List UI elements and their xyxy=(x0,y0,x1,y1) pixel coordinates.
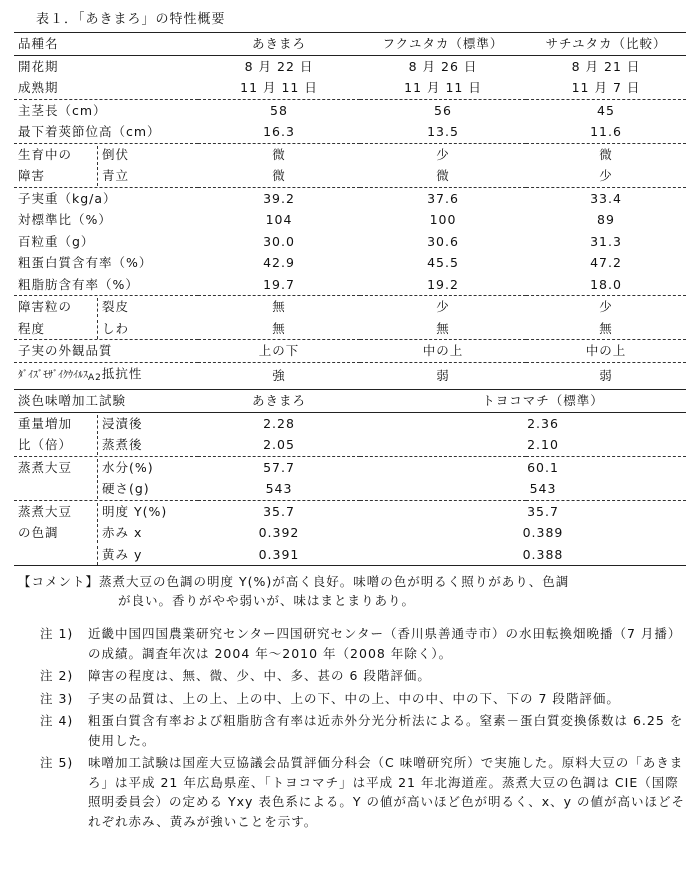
row-label: 成熟期 xyxy=(18,80,59,95)
row-label xyxy=(14,165,198,187)
sub-label: 裂皮 xyxy=(102,299,130,314)
cell-value: 0.389 xyxy=(522,525,564,540)
comment-line: 【コメント】蒸煮大豆の色調の明度 Y(%)が高く良好。味噌の色が明るく照りがあり、色調 xyxy=(18,574,570,589)
table-row xyxy=(14,362,686,390)
table-row xyxy=(14,143,686,165)
sub-label: 倒伏 xyxy=(102,146,130,162)
cell-value: 56 xyxy=(360,99,526,121)
cell-value: 2.28 xyxy=(198,412,360,434)
cell-value: 35.7 xyxy=(198,500,360,522)
note-label: 注 2) xyxy=(40,668,74,683)
table-row xyxy=(14,434,686,456)
row-label xyxy=(14,143,198,165)
table-row xyxy=(14,77,686,99)
cell-value: 少 xyxy=(360,296,526,318)
cell-value: 微 xyxy=(198,143,360,165)
table-row xyxy=(14,209,686,231)
cell-value: 中の上 xyxy=(360,340,526,363)
row-label xyxy=(14,544,198,566)
cell-value: 543 xyxy=(529,481,557,496)
row-label: 粗蛋白質含有率（%） xyxy=(18,255,153,270)
sub-label: 明度 Y(%) xyxy=(102,503,168,519)
group-label: 障害 xyxy=(18,168,46,183)
row-label: 百粒重（g） xyxy=(18,233,95,249)
virus-label-suffix: 抵抗性 xyxy=(101,365,143,381)
table-row xyxy=(14,121,686,143)
cell-value: 0.388 xyxy=(360,544,686,566)
row-label: 主茎長（cm） xyxy=(14,99,198,121)
divider xyxy=(97,503,98,522)
note-label: 注 3) xyxy=(40,690,74,706)
cell-value: 58 xyxy=(198,99,360,121)
group-label: 蒸煮大豆 xyxy=(18,503,73,519)
row-label: 開花期 xyxy=(14,55,198,77)
table-row xyxy=(14,274,686,296)
cell-value: 2.10 xyxy=(527,437,559,452)
cell-value: 2.05 xyxy=(263,437,295,452)
note-item xyxy=(40,666,690,686)
miso-header-akimaro: あきまろ xyxy=(198,390,360,413)
cell-value: 無 xyxy=(272,320,286,336)
note-text: 近畿中国四国農業研究センター四国研究センター（香川県善通寺市）の水田転換畑晩播（7 月播）の成績。調査年次は 2004 年～2010 年（2008 年除く）。 xyxy=(88,626,682,661)
cell-value: 16.3 xyxy=(263,124,295,139)
row-label xyxy=(14,500,198,522)
cell-value: 30.6 xyxy=(427,233,459,249)
cell-value: 無 xyxy=(198,296,360,318)
cell-value: 8 月 22 日 xyxy=(198,55,360,77)
row-label xyxy=(14,296,198,318)
row-label: 対標準比（%） xyxy=(18,212,112,227)
divider xyxy=(97,546,98,565)
note-item xyxy=(40,753,690,831)
cell-value: 8 月 21 日 xyxy=(526,55,686,77)
table-row xyxy=(14,55,686,77)
table-row xyxy=(14,412,686,434)
notes-block xyxy=(40,624,690,834)
group-label: 程度 xyxy=(18,320,46,336)
row-label: 子実重（kg/a） xyxy=(14,187,198,209)
cell-value: 104 xyxy=(265,212,293,227)
divider xyxy=(97,320,98,339)
table-row xyxy=(14,340,686,363)
cell-value: 11 月 7 日 xyxy=(571,80,641,95)
header-sachiyutaka: サチユタカ（比較） xyxy=(526,33,686,56)
note-text: 障害の程度は、無、微、少、中、多、甚の 6 段階評価。 xyxy=(88,668,431,683)
sub-label: 浸漬後 xyxy=(102,415,143,431)
row-label xyxy=(14,318,198,340)
cell-value: 11 月 11 日 xyxy=(240,80,318,95)
sub-label: 青立 xyxy=(102,168,130,183)
row-label xyxy=(14,362,198,390)
group-label: 生育中の xyxy=(18,146,73,162)
note-label: 注 1) xyxy=(40,626,74,641)
cell-value: 543 xyxy=(265,481,293,496)
group-label: 重量増加 xyxy=(18,415,73,431)
cell-value: 弱 xyxy=(360,362,526,390)
cell-value: 0.392 xyxy=(258,525,300,540)
cell-value: 少 xyxy=(360,143,526,165)
virus-label: ﾀﾞｲｽﾞﾓｻﾞｲｸｳｲﾙｽ xyxy=(18,369,88,381)
table-row xyxy=(14,544,686,566)
row-label xyxy=(14,434,198,456)
cell-value: 無 xyxy=(599,320,613,336)
miso-header-row xyxy=(14,390,686,413)
cell-value: 39.2 xyxy=(198,187,360,209)
cell-value: 13.5 xyxy=(427,124,459,139)
divider xyxy=(97,298,98,317)
table-row xyxy=(14,99,686,121)
miso-header-toyokomachi: トヨコマチ（標準） xyxy=(360,390,686,413)
cell-value: 11.6 xyxy=(590,124,622,139)
cell-value: 0.391 xyxy=(198,544,360,566)
note-text: 子実の品質は、上の上、上の中、上の下、中の上、中の中、中の下、下の 7 段階評価。 xyxy=(88,690,620,706)
cell-value: 強 xyxy=(198,362,360,390)
note-text: 粗蛋白質含有率および粗脂肪含有率は近赤外分光分析法による。窒素－蛋白質変換係数は 6.25 を使用した。 xyxy=(88,713,684,748)
divider xyxy=(97,415,98,434)
cell-value: 無 xyxy=(436,320,450,336)
characteristics-table xyxy=(14,32,686,566)
group-label: 障害粒の xyxy=(18,299,73,314)
header-variety: 品種名 xyxy=(14,33,198,56)
row-label xyxy=(14,522,198,544)
sub-label: 赤み x xyxy=(102,525,143,540)
table-row xyxy=(14,318,686,340)
cell-value: 弱 xyxy=(526,362,686,390)
cell-value: 微 xyxy=(272,168,286,183)
cell-value: 30.0 xyxy=(263,233,295,249)
sub-label: 水分(%) xyxy=(102,459,154,475)
cell-value: 8 月 26 日 xyxy=(360,55,526,77)
cell-value: 42.9 xyxy=(263,255,295,270)
cell-value: 2.36 xyxy=(360,412,686,434)
note-item xyxy=(40,711,690,750)
cell-value: 微 xyxy=(526,143,686,165)
divider xyxy=(97,459,98,478)
table-row xyxy=(14,478,686,500)
table-row xyxy=(14,296,686,318)
table-row xyxy=(14,165,686,187)
cell-value: 37.6 xyxy=(360,187,526,209)
cell-value: 57.7 xyxy=(198,456,360,478)
group-label: 比（倍） xyxy=(18,437,73,452)
sub-label: しわ xyxy=(102,320,130,336)
cell-value: 18.0 xyxy=(590,276,622,292)
cell-value: 33.4 xyxy=(526,187,686,209)
note-label: 注 5) xyxy=(40,755,74,770)
row-label xyxy=(14,478,198,500)
divider xyxy=(97,524,98,543)
sub-label: 蒸煮後 xyxy=(102,437,143,452)
cell-value: 60.1 xyxy=(360,456,686,478)
cell-value: 45.5 xyxy=(427,255,459,270)
cell-value: 19.2 xyxy=(427,276,459,292)
cell-value: 11 月 11 日 xyxy=(404,80,482,95)
header-akimaro: あきまろ xyxy=(198,33,360,56)
note-item xyxy=(40,689,690,709)
header-row xyxy=(14,33,686,56)
cell-value: 35.7 xyxy=(360,500,686,522)
divider xyxy=(97,146,98,165)
cell-value: 100 xyxy=(429,212,457,227)
cell-value: 47.2 xyxy=(590,255,622,270)
cell-value: 少 xyxy=(526,296,686,318)
cell-value: 少 xyxy=(599,168,613,183)
table-row xyxy=(14,522,686,544)
cell-value: 19.7 xyxy=(263,276,295,292)
row-label: 子実の外観品質 xyxy=(14,340,198,363)
table-row xyxy=(14,456,686,478)
note-text: 味噌加工試験は国産大豆協議会品質評価分科会（C 味噌研究所）で実施した。原料大豆の「あきまろ」は平成 21 年広島県産、「トヨコマチ」は平成 21 年北海道産。蒸煮大豆の色調は CIE（国際照明委員会）の定める Yxy 表色系による。Y の値が高いほど色が明るく、x、y の値が高いほどそれぞれ赤み、黄みが強いことを示す。 xyxy=(88,755,686,829)
cell-value: 上の下 xyxy=(198,340,360,363)
group-label: 蒸煮大豆 xyxy=(18,459,73,475)
table-row xyxy=(14,187,686,209)
row-label: 粗脂肪含有率（%） xyxy=(18,276,139,292)
row-label xyxy=(14,456,198,478)
cell-value: 89 xyxy=(597,212,615,227)
cell-value: 31.3 xyxy=(590,233,622,249)
table-row xyxy=(14,231,686,253)
divider xyxy=(97,167,98,186)
sub-label: 硬さ(g) xyxy=(102,481,150,496)
comment-line: が良い。香りがやや弱いが、味はまとまりあり。 xyxy=(118,593,416,608)
cell-value: 微 xyxy=(436,168,450,183)
comment-block xyxy=(18,572,686,610)
miso-header-label: 淡色味噌加工試験 xyxy=(14,390,198,413)
divider xyxy=(97,436,98,455)
cell-value: 中の上 xyxy=(526,340,686,363)
cell-value: 45 xyxy=(526,99,686,121)
row-label xyxy=(14,412,198,434)
group-label: の色調 xyxy=(18,525,59,540)
table-row xyxy=(14,252,686,274)
header-fukuyutaka: フクユタカ（標準） xyxy=(360,33,526,56)
virus-subscript: A2 xyxy=(88,372,102,383)
note-item xyxy=(40,624,690,663)
note-label: 注 4) xyxy=(40,713,74,728)
table-row xyxy=(14,500,686,522)
sub-label: 黄み y xyxy=(102,546,143,562)
divider xyxy=(97,480,98,499)
table-title: 表１．「あきまろ」の特性概要 xyxy=(36,12,226,27)
row-label: 最下着莢節位高（cm） xyxy=(18,124,161,139)
